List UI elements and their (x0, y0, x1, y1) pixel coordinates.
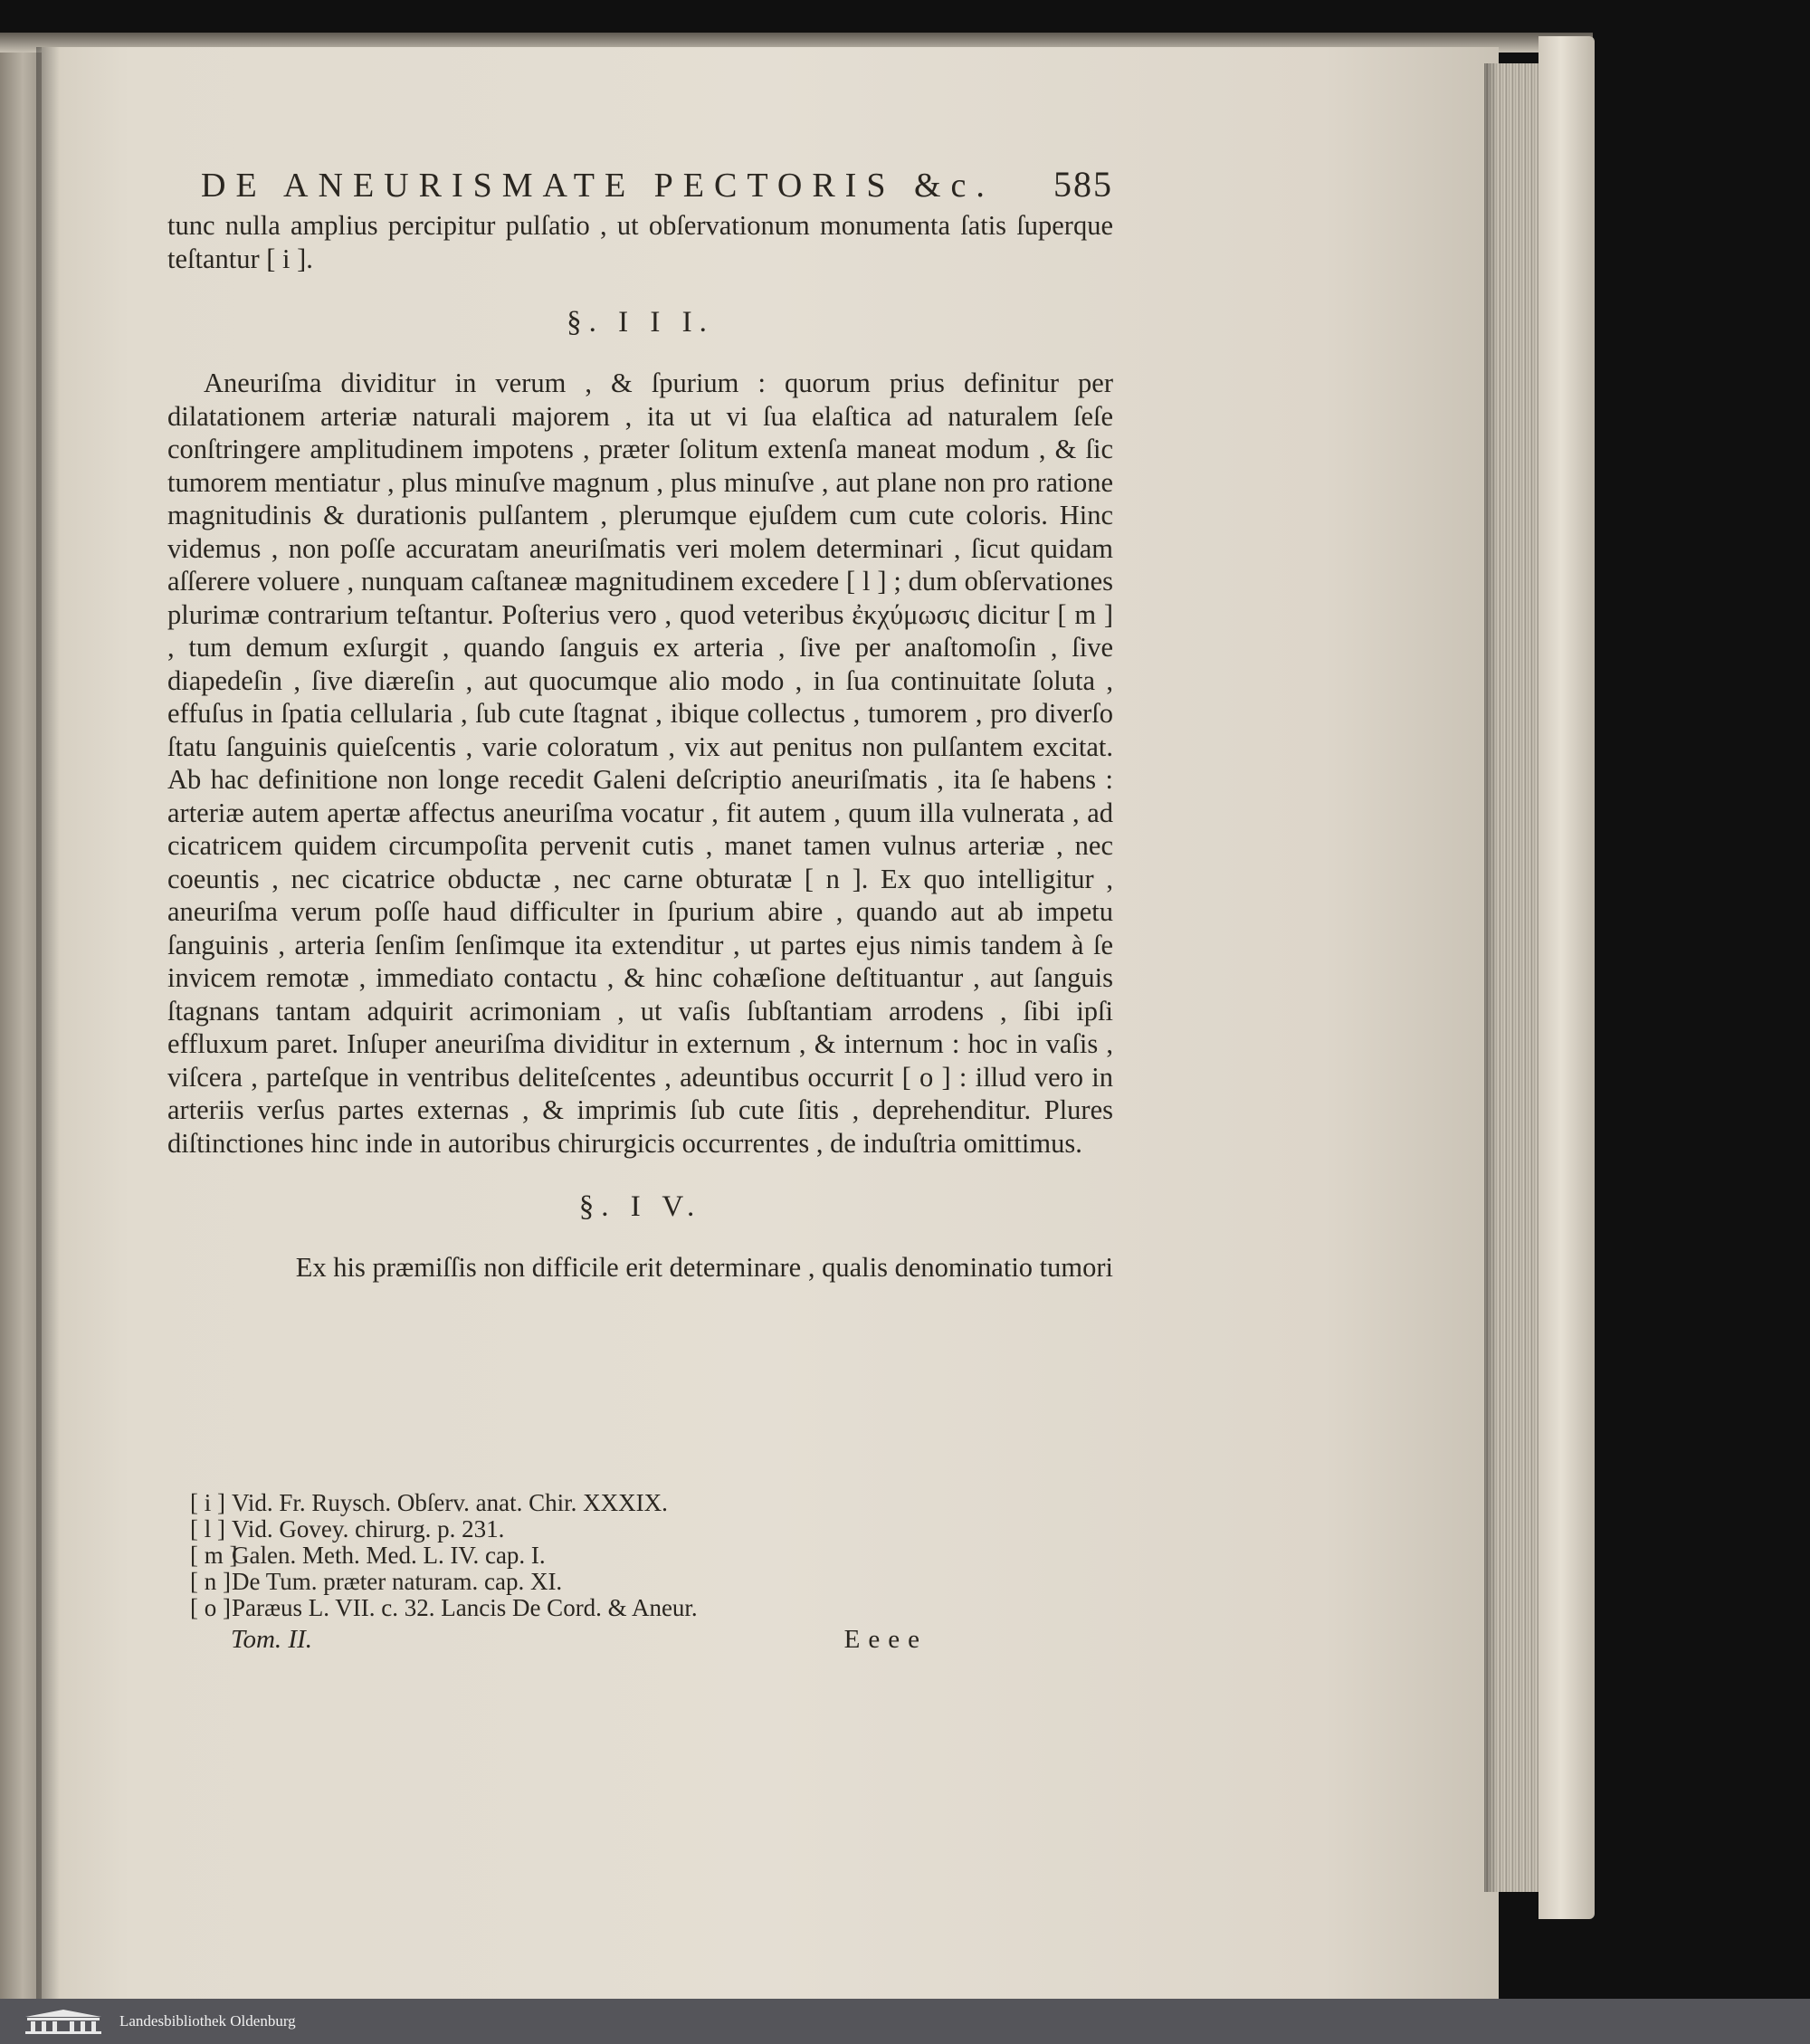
main-text-block (167, 163, 1113, 1285)
book-cover-edge (1538, 36, 1595, 1919)
paragraph-section-iv: Ex his præmiſſis non difficile erit determinare , qualis denominatio tumori (295, 1252, 1113, 1283)
page-number: 585 (1053, 164, 1113, 205)
footnotes (190, 1490, 878, 1621)
footer-bar (0, 1999, 1810, 2044)
footnote-mark: [ l ] (190, 1515, 225, 1543)
running-head (167, 163, 1113, 205)
footnote-mark: [ o ] (190, 1594, 231, 1621)
library-name: Landesbibliothek Oldenburg (119, 2012, 296, 2030)
page-gutter-shadow (36, 47, 60, 1999)
footnote-mark: [ m ] (190, 1542, 238, 1569)
footnote-text: De Tum. præter naturam. cap. XI. (232, 1568, 563, 1595)
footnote (190, 1516, 878, 1543)
footnote (190, 1490, 878, 1516)
page-block-shadow (1484, 63, 1497, 1892)
footnote-mark: [ n ] (190, 1568, 231, 1595)
footnote (190, 1543, 878, 1569)
running-head-title: DE ANEURISMATE PECTORIS &c. (201, 167, 995, 205)
paragraph-section-iii: Aneuriſma dividitur in verum , & ſpurium : quorum prius definitur per dilatationem arteriæ naturali majorem , ita ut vi ſua elaſtica ad naturalem ſeſe conſtringere amplitudinem impotens , præter ſolitum extenſa maneat modum , & ſic tumorem mentiatur , plus minuſve magnum , plus minuſve , aut plane non pro ratione magnitudinis & durationis pulſantem , plerumque ejuſdem cum cute coloris. Hinc videmus , non poſſe accuratam aneuriſmatis veri molem determinari , ſicut quidam aſſerere voluere , nunquam caſtaneæ magnitudinem excedere [ l ] ; dum obſervationes plurimæ contrarium teſtantur. Poſterius vero , quod veteribus ἐκχύμωσις dicitur [ m ] , tum demum exſurgit , quando ſanguis ex arteria , ſive per anaſtomoſin , ſive diapedeſin , ſive diæreſin , aut quocumque alio modo , in ſua continuitate ſoluta , effuſus in ſpatia cellularia , ſub cute ſtagnat , ibique collectus , tumorem , pro diverſo ſtatu ſanguinis quieſcentis , varie coloratum , vix aut penitus non pulſantem excitat. Ab hac definitione non longe recedit Galeni deſcriptio aneuriſmatis , ita ſe habens : arteriæ autem apertæ affectus aneuriſma vocatur , fit autem , quum illa vulnerata , ad cicatricem quidem circumpoſita pervenit cutis , manet tamen vulnus arteriæ , nec coeuntis , nec cicatrice obductæ , nec carne obturatæ [ n ]. Ex quo intelligitur , aneuriſma verum poſſe haud difficulter in ſpurium abire , quando aut ab impetu ſanguinis , arteria ſenſim ſenſimque ita extenditur , ut partes ejus nimis tandem à ſe invicem remotæ , immediato contactu , & hinc cohæſione deſtituantur , aut ſanguis ſtagnans tantam adquirit acrimoniam , ut vaſis ſubſtantiam arrodens , ſibi ipſi effluxum paret. Inſuper aneuriſma dividitur in externum , & internum : hoc in vaſis , viſcera , parteſque in ventribus deliteſcentes , adeuntibus occurrit [ o ] : illud vero in arteriis verſus partes externas , & imprimis ſub cute ſitis , deprehenditur. Plures diſtinctiones hinc inde in autoribus chirurgicis occurrentes , de induſtria omittimus. (167, 368, 1113, 1159)
footnote-mark: [ i ] (190, 1489, 225, 1516)
footnote-text: Paræus L. VII. c. 32. Lancis De Cord. & Aneur. (232, 1594, 698, 1621)
volume-label: Tom. II. (231, 1625, 312, 1654)
library-building-icon (18, 2008, 109, 2035)
paragraph-continuation: tunc nulla amplius percipitur pulſatio , ut obſervationum monumenta ſatis ſuperque teſtantur [ i ]. (167, 210, 1113, 274)
footnote-text: Galen. Meth. Med. L. IV. cap. I. (232, 1542, 546, 1569)
section-heading-iii: §. I I I. (567, 306, 714, 339)
footnote (190, 1569, 878, 1595)
page-foot (231, 1625, 928, 1655)
signature-mark: Eeee (843, 1625, 928, 1654)
section-heading-iv: §. I V. (578, 1190, 702, 1223)
footnote-text: Vid. Fr. Ruysch. Obſerv. anat. Chir. XXXIX. (232, 1489, 668, 1516)
footnote (190, 1595, 878, 1621)
footnote-text: Vid. Govey. chirurg. p. 231. (232, 1515, 505, 1543)
